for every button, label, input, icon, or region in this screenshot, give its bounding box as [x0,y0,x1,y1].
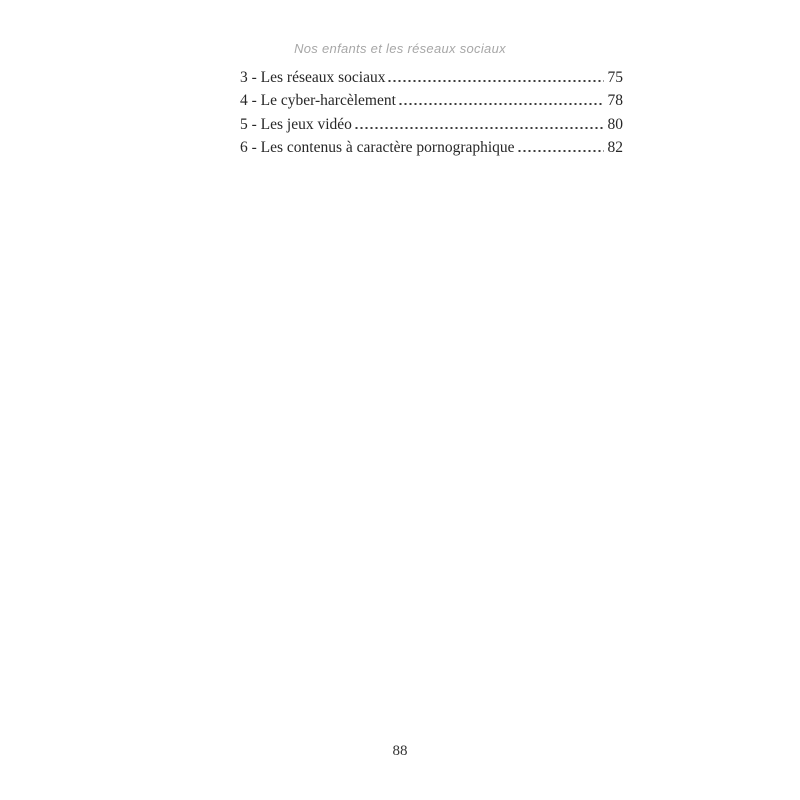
toc-entry-page: 75 [607,69,623,86]
toc-entry-page: 82 [607,138,623,156]
toc-entry-label: 4 - Le cyber-harcèlement [240,92,396,110]
toc-entry-label: 5 - Les jeux vidéo [240,115,352,133]
toc-dot-leader [398,103,604,105]
running-header: Nos enfants et les réseaux sociaux [294,41,506,56]
toc-entry [240,136,623,159]
toc-entry [240,89,623,112]
toc-entry [240,113,623,136]
toc-dot-leader [387,80,603,82]
toc-entry-page: 78 [607,92,623,110]
toc-entry [240,66,623,89]
toc-dot-leader [517,150,604,152]
toc-entry-page: 80 [607,115,623,133]
toc-entry-label: 3 - Les réseaux sociaux [240,69,386,86]
toc-dot-leader [354,127,604,129]
page-number: 88 [392,743,408,759]
toc-list [240,66,623,159]
toc-entry-label: 6 - Les contenus à caractère pornographique [240,138,515,156]
